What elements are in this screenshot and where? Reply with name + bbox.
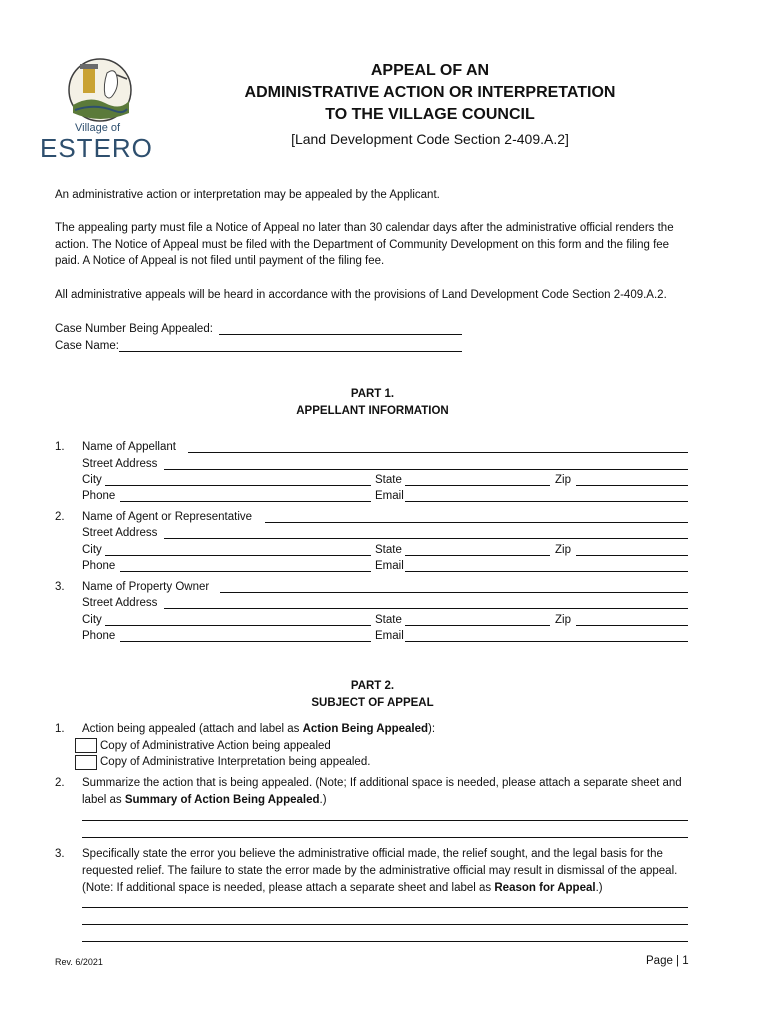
part2-heading: PART 2. (350, 680, 395, 692)
case-number-field[interactable] (219, 334, 462, 335)
document-title (200, 60, 660, 150)
owner-name-label: Name of Property Owner (82, 581, 210, 593)
agent-zip-field[interactable] (576, 555, 688, 556)
part2-item3-number: 3. (55, 848, 65, 860)
title-line-1: APPEAL OF AN (370, 62, 490, 79)
reason-line-1[interactable] (82, 907, 688, 908)
summary-line-2[interactable] (82, 837, 688, 838)
part2-item2-bold: Summary of Action Being Appealed (124, 794, 320, 806)
checkbox-administrative-interpretation-label: Copy of Administrative Interpretation being appealed. (100, 756, 371, 768)
agent-phone-label: Phone (82, 560, 116, 572)
appellant-phone-field[interactable] (120, 501, 371, 502)
owner-phone-field[interactable] (120, 641, 371, 642)
appellant-name-field[interactable] (188, 452, 688, 453)
agent-name-field[interactable] (265, 522, 688, 523)
agent-name-label: Name of Agent or Representative (82, 511, 253, 523)
checkbox-administrative-action-label: Copy of Administrative Action being appealed (100, 740, 331, 752)
agent-phone-field[interactable] (120, 571, 371, 572)
village-logo (35, 55, 165, 165)
part2-item2-end: .) (319, 794, 327, 806)
owner-name-field[interactable] (220, 592, 688, 593)
appellant-email-label: Email (375, 490, 404, 502)
appellant-state-field[interactable] (405, 485, 550, 486)
owner-zip-label: Zip (555, 614, 571, 626)
document-subtitle: [Land Development Code Section 2-409.A.2] (291, 131, 569, 147)
owner-city-field[interactable] (105, 625, 371, 626)
page-number: Page | 1 (646, 955, 689, 967)
part2-item1-bold: Action Being Appealed (302, 723, 429, 735)
part2-item1-end: ): (428, 723, 436, 735)
agent-number: 2. (55, 511, 65, 523)
owner-zip-field[interactable] (576, 625, 688, 626)
appellant-street-field[interactable] (164, 469, 688, 470)
part2-item2-number: 2. (55, 777, 65, 789)
part2-item1-number: 1. (55, 723, 65, 735)
appellant-city-field[interactable] (105, 485, 371, 486)
appellant-phone-label: Phone (82, 490, 116, 502)
intro-paragraph-2: The appealing party must file a Notice of Appeal no later than 30 calendar days after the administrative official renders the action. The Notice of Appeal must be filed with the Department of Community Development on this form and the filing fee paid. A Notice of Appeal is not filed until payment of the filing fee. (55, 222, 674, 267)
agent-state-label: State (375, 544, 402, 556)
title-line-2: ADMINISTRATIVE ACTION OR INTERPRETATION (244, 84, 616, 101)
case-number-label: Case Number Being Appealed: (55, 323, 213, 335)
intro-paragraph-1: An administrative action or interpretation may be appealed by the Applicant. (55, 189, 440, 201)
logo-big-text: ESTERO (40, 133, 153, 163)
reason-line-3[interactable] (82, 941, 688, 942)
revision-date: Rev. 6/2021 (55, 957, 103, 967)
appellant-zip-label: Zip (555, 474, 571, 486)
checkbox-administrative-interpretation[interactable] (75, 755, 97, 770)
appellant-number: 1. (55, 441, 65, 453)
part2-item1-lead: Action being appealed (attach and label as (82, 723, 303, 735)
case-name-label: Case Name: (55, 340, 119, 352)
part2-item2-lead: Summarize the action that is being appealed. (Note; If additional space is needed, please attach a separate sheet and label as (82, 777, 682, 806)
owner-state-label: State (375, 614, 402, 626)
checkbox-administrative-action[interactable] (75, 738, 97, 753)
appellant-email-field[interactable] (405, 501, 688, 502)
owner-street-field[interactable] (164, 608, 688, 609)
part2-item2-text (82, 775, 694, 809)
part2-item1-text (82, 721, 435, 737)
part2-item3-text (82, 846, 694, 897)
part2-item3-bold: Reason for Appeal (494, 882, 596, 894)
owner-phone-label: Phone (82, 630, 116, 642)
agent-street-field[interactable] (164, 538, 688, 539)
agent-email-field[interactable] (405, 571, 688, 572)
case-name-field[interactable] (119, 351, 462, 352)
part2-item3-lead: Specifically state the error you believe the administrative official made, the relief sought, and the legal basis for the requested relief. The failure to state the error made by the administrative official may result in dismissal of the appeal. (Note: If additional space is needed, please attach a separate sheet and label as (82, 848, 678, 894)
intro-paragraph-3: All administrative appeals will be heard in accordance with the provisions of Land Development Code Section 2-409.A.2. (55, 289, 667, 301)
appellant-state-label: State (375, 474, 402, 486)
owner-street-label: Street Address (82, 597, 158, 609)
part1-heading: PART 1. (350, 388, 395, 400)
appellant-name-label: Name of Appellant (82, 441, 176, 453)
owner-email-field[interactable] (405, 641, 688, 642)
owner-city-label: City (82, 614, 102, 626)
owner-email-label: Email (375, 630, 404, 642)
part2-item3-end: .) (595, 882, 603, 894)
logo-small-text: Village of (75, 122, 121, 134)
title-line-3: TO THE VILLAGE COUNCIL (325, 106, 535, 123)
part1-subheading: APPELLANT INFORMATION (296, 405, 449, 417)
agent-state-field[interactable] (405, 555, 550, 556)
appellant-zip-field[interactable] (576, 485, 688, 486)
agent-email-label: Email (375, 560, 404, 572)
summary-line-1[interactable] (82, 820, 688, 821)
owner-state-field[interactable] (405, 625, 550, 626)
appellant-street-label: Street Address (82, 458, 158, 470)
agent-street-label: Street Address (82, 527, 158, 539)
owner-number: 3. (55, 581, 65, 593)
part2-subheading: SUBJECT OF APPEAL (311, 697, 434, 709)
estero-seal-icon (35, 55, 165, 165)
appellant-city-label: City (82, 474, 102, 486)
agent-zip-label: Zip (555, 544, 571, 556)
agent-city-label: City (82, 544, 102, 556)
reason-line-2[interactable] (82, 924, 688, 925)
agent-city-field[interactable] (105, 555, 371, 556)
